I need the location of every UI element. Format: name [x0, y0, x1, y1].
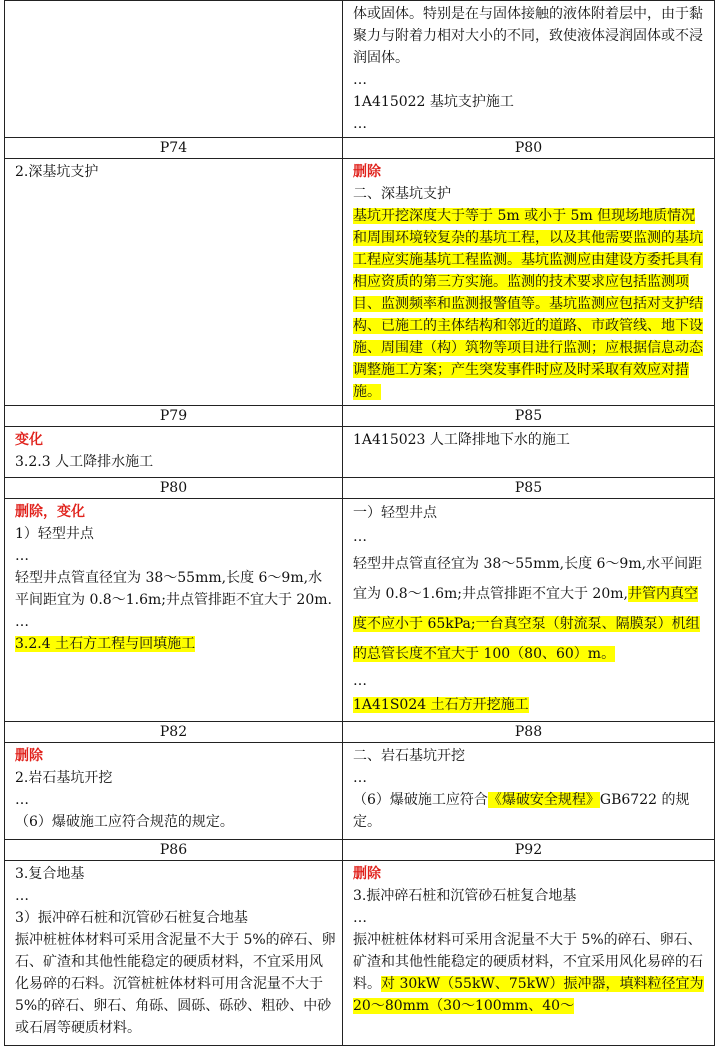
section-heading: 1）轻型井点 [15, 526, 94, 542]
section-heading: 2.深基坑支护 [15, 164, 99, 180]
text-line: （6）爆破施工应符合规范的规定。 [15, 814, 234, 830]
section-heading: 二、岩石基坑开挖 [353, 748, 465, 764]
table-row [5, 427, 715, 478]
page-number-left: P82 [5, 722, 343, 743]
page-number-right: P92 [343, 840, 715, 861]
table-row [5, 159, 715, 406]
page-number-left: P79 [5, 406, 343, 427]
change-tag: 删除 [353, 164, 381, 180]
ellipsis: … [15, 888, 29, 904]
left-cell [5, 743, 343, 840]
page-number-left: P80 [5, 478, 343, 499]
ellipsis: … [15, 792, 29, 808]
change-tag: 删除 [353, 866, 381, 882]
paragraph: 振冲桩桩体材料可采用含泥量不大于 5%的碎石、卵石、矿渣和其他性能稳定的硬质材料，不宜采用风化易碎的石料。 [353, 932, 703, 992]
ellipsis: … [353, 770, 367, 786]
ellipsis: … [353, 116, 367, 132]
section-heading: 3）振冲碎石桩和沉管砂石桩复合地基 [15, 910, 248, 926]
ellipsis: … [353, 673, 367, 689]
page-number-right: P85 [343, 478, 715, 499]
section-heading: 1A415023 人工降排地下水的施工 [353, 432, 570, 448]
page-number-left: P86 [5, 840, 343, 861]
right-cell [343, 499, 715, 722]
table-row [5, 861, 715, 1046]
table-row [5, 743, 715, 840]
section-heading: 1A415022 基坑支护施工 [353, 94, 514, 110]
ellipsis: … [15, 614, 29, 630]
page-number-left: P74 [5, 138, 343, 159]
change-tag: 删除，变化 [15, 504, 85, 520]
left-cell-empty [5, 1, 343, 138]
section-heading: 3.2.3 人工降排水施工 [15, 454, 154, 470]
page-number-right: P85 [343, 406, 715, 427]
left-cell [5, 499, 343, 722]
change-tag: 删除 [15, 748, 43, 764]
right-cell [343, 743, 715, 840]
section-heading: 一）轻型井点 [353, 505, 437, 521]
page-number-right: P80 [343, 138, 715, 159]
table-row [5, 1, 715, 138]
ellipsis: … [353, 72, 367, 88]
paragraph: 振冲桩桩体材料可采用含泥量不大于 5%的碎石、卵石、矿渣和其他性能稳定的硬质材料，不宜采用风化易碎的石料。沉管桩桩体材料可用含泥量不大于 5%的碎石、卵石、角砾、圆砾、砾砂、粗砂、中砂或石屑等硬质材料。 [15, 932, 336, 1036]
section-heading: 二、深基坑支护 [353, 186, 451, 202]
page-header-row [5, 722, 715, 743]
page-header-row [5, 478, 715, 499]
highlighted-text: 3.2.4 土石方工程与回填施工 [15, 636, 196, 652]
table-row [5, 499, 715, 722]
ellipsis: … [353, 529, 367, 545]
highlighted-text: 对 30kW（55kW、75kW）振冲器，填料粒径宜为 20～80mm（30～100mm、40～ [353, 976, 704, 1014]
page-header-row [5, 840, 715, 861]
ellipsis: … [353, 910, 367, 926]
left-cell [5, 159, 343, 406]
highlighted-text: 1A41S024 土石方开挖施工 [353, 697, 529, 713]
right-cell [343, 1, 715, 138]
section-heading: 3.振冲碎石桩和沉管砂石桩复合地基 [353, 888, 577, 904]
highlighted-text: 《爆破安全规程》 [487, 792, 600, 808]
text-line: 体或固体。特别是在与固体接触的液体附着层中，由于黏聚力与附着力相对大小的不同，致使液体浸润固体或不浸润固体。 [353, 6, 703, 66]
text-line: （6）爆破施工应符合 [353, 792, 488, 808]
section-heading: 2.岩石基坑开挖 [15, 770, 113, 786]
left-cell [5, 861, 343, 1046]
right-cell [343, 861, 715, 1046]
text-line: GB6722 的规定。 [353, 792, 690, 830]
paragraph: 轻型井点管直径宜为 38～55mm,长度 6～9m,水平间距宜为 0.8～1.6m;井点管排距不宜大于 20m, [353, 556, 703, 602]
page-number-right: P88 [343, 722, 715, 743]
comparison-table [4, 0, 715, 1046]
right-cell [343, 159, 715, 406]
ellipsis: … [15, 548, 29, 564]
page-header-row [5, 138, 715, 159]
paragraph: 轻型井点管直径宜为 38～55mm,长度 6～9m,水平间距宜为 0.8～1.6m;井点管排距不宜大于 20m. [15, 570, 332, 608]
change-tag: 变化 [15, 432, 43, 448]
right-cell [343, 427, 715, 478]
highlighted-text: 井管内真空度不应小于 65kPa;一台真空泵（射流泵、隔膜泵）机组的总管长度不宜大于 100（80、60）m。 [353, 586, 700, 662]
highlighted-text: 基坑开挖深度大于等于 5m 或小于 5m 但现场地质情况和周围环境较复杂的基坑工程，以及其他需要监测的基坑工程应实施基坑工程监测。基坑监测应由建设方委托具有相应资质的第三方实施。监测的技术要求应包括监测项目、监测频率和监测报警值等。基坑监测应包括对支护结构、已施工的主体结构和邻近的道路、市政管线、地下设施、周围建（构）筑物等项目进行监测；应根据信息动态调整施工方案；产生突发事件时应及时采取有效应对措施。 [353, 208, 703, 400]
section-heading: 3.复合地基 [15, 866, 85, 882]
page-header-row [5, 406, 715, 427]
left-cell [5, 427, 343, 478]
